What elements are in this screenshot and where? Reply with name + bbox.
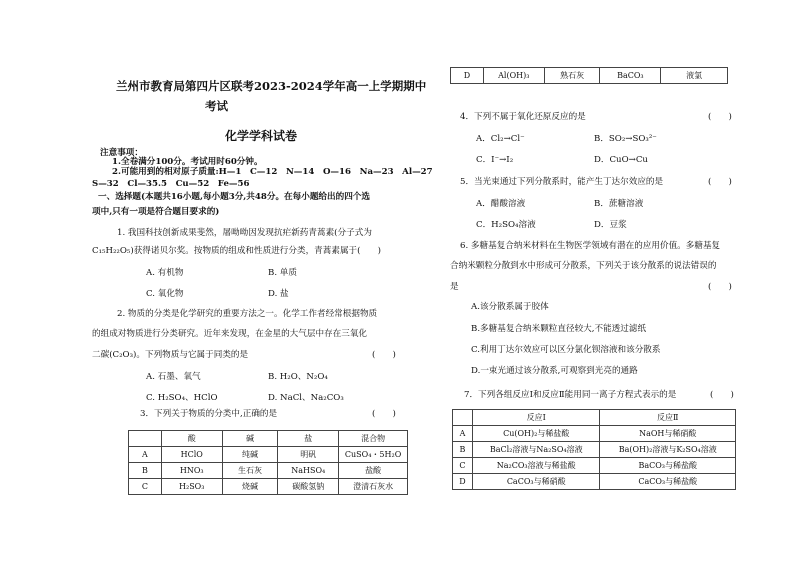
table-cell: B [129, 463, 162, 479]
table-cell: CuSO₄・5H₂O [339, 447, 408, 463]
q7-header-cell [453, 410, 473, 426]
q3-table [128, 430, 408, 495]
q2-option-c: C. H₂SO₄、HClO [146, 393, 218, 403]
q6-option-b: B.多糖基复合纳米颗粒直径较大,不能透过滤纸 [471, 324, 647, 334]
table-cell: 澄清石灰水 [339, 479, 408, 495]
q1-stem-1: 1. 我国科技创新成果斐然，屠呦呦因发现抗疟新药青蒿素(分子式为 [117, 228, 372, 238]
q4-option-d: D．CuO→Cu [594, 155, 648, 165]
table-cell: B [453, 442, 473, 458]
table-cell: Na₂CO₃溶液与稀盐酸 [472, 458, 600, 474]
q1-option-a: A. 有机物 [146, 268, 184, 278]
table-row [451, 68, 728, 84]
table-cell: 盐酸 [339, 463, 408, 479]
section-heading-line-2: 项中,只有一项是符合题目要求的) [92, 207, 220, 217]
q6-option-d: D.一束光通过该分散系,可观察到光亮的通路 [471, 366, 638, 376]
table-cell: 烧碱 [222, 479, 278, 495]
table-row [129, 479, 408, 495]
q1-option-c: C. 氧化物 [146, 289, 184, 299]
title-line-1: 兰州市教育局第四片区联考2023-2024学年高一上学期期中 [116, 79, 427, 93]
q4-option-c: C．I⁻→I₂ [476, 155, 514, 165]
table-cell: HClO [161, 447, 222, 463]
q5-option-b: B．蔗糖溶液 [594, 199, 644, 209]
q4-option-b: B．SO₂→SO₃²⁻ [594, 134, 657, 144]
table-row [453, 458, 736, 474]
table-cell: D [453, 474, 473, 490]
title-line-2: 考试 [205, 99, 228, 113]
table-cell: BaCl₂溶液与Na₂SO₄溶液 [472, 442, 600, 458]
subject-title: 化学学科试卷 [225, 129, 298, 143]
table-row [453, 426, 736, 442]
q7-table-header [453, 410, 736, 426]
q7-stem: 7．下列各组反应Ⅰ和反应Ⅱ能用同一离子方程式表示的是 [464, 390, 677, 400]
table-cell: Cu(OH)₂与稀盐酸 [472, 426, 600, 442]
q2-stem-1: 2. 物质的分类是化学研究的重要方法之一。化学工作者经常根据物质 [117, 309, 378, 319]
q5-option-d: D．豆浆 [594, 220, 627, 230]
table-cell: A [129, 447, 162, 463]
q7-bracket: ( ) [710, 390, 734, 400]
q3-header-cell: 混合物 [339, 431, 408, 447]
q6-option-a: A.该分散系属于胶体 [471, 302, 549, 312]
q3-header-cell: 盐 [278, 431, 339, 447]
table-row [453, 474, 736, 490]
table-cell: BaCO₃ [600, 68, 661, 84]
q7-header-cell: 反应Ⅰ [472, 410, 600, 426]
table-cell: C [453, 458, 473, 474]
q5-option-c: C．H₂SO₄溶液 [476, 220, 536, 230]
table-cell: 纯碱 [222, 447, 278, 463]
q6-stem-1: 6. 多糖基复合纳米材料在生物医学领域有潜在的应用价值。多糖基复 [460, 241, 721, 251]
table-row [129, 447, 408, 463]
q1-stem-2: C₁₅H₂₂O₅)获得诺贝尔奖。按物质的组成和性质进行分类，青蒿素属于( ) [92, 246, 382, 256]
q7-table [452, 409, 736, 490]
table-cell: H₂SO₃ [161, 479, 222, 495]
q3-table-header [129, 431, 408, 447]
table-row [453, 442, 736, 458]
q7-header-cell: 反应Ⅱ [600, 410, 736, 426]
table-cell: Ba(OH)₂溶液与K₂SO₄溶液 [600, 442, 736, 458]
q6-option-c: C.利用丁达尔效应可以区分氯化钡溶液和该分散系 [471, 345, 661, 355]
table-cell: NaHSO₄ [278, 463, 339, 479]
q5-option-a: A．醋酸溶液 [476, 199, 526, 209]
q2-option-d: D. NaCl、Na₂CO₃ [268, 393, 344, 403]
note-3: S—32 Cl—35.5 Cu—52 Fe—56 [92, 179, 250, 189]
table-cell: C [129, 479, 162, 495]
q3-stem: 3．下列关于物质的分类中,正确的是 [140, 409, 278, 419]
table-row [129, 463, 408, 479]
q1-option-b: B. 单质 [268, 268, 297, 278]
q3-header-cell: 碱 [222, 431, 278, 447]
table-cell: 碳酸氢钠 [278, 479, 339, 495]
note-2: 2.可能用到的相对原子质量:H—1 C—12 N—14 O—16 Na—23 Al—27 [112, 167, 433, 177]
q6-stem-2: 合纳米颗粒分散到水中形成可分散系，下列关于该分散系的说法错误的 [450, 261, 717, 271]
table-cell: 液氯 [661, 68, 728, 84]
q3-header-cell [129, 431, 162, 447]
q2-bracket: ( ) [372, 350, 396, 360]
q2-option-a: A. 石墨、氧气 [146, 372, 201, 382]
table-cell: CaCO₃与稀盐酸 [600, 474, 736, 490]
q4-stem: 4．下列不属于氧化还原反应的是 [460, 112, 586, 122]
q3-bracket: ( ) [372, 409, 396, 419]
q3-header-cell: 酸 [161, 431, 222, 447]
q4-bracket: ( ) [708, 112, 732, 122]
table-cell: BaCO₃与稀盐酸 [600, 458, 736, 474]
table-cell: Al(OH)₃ [483, 68, 544, 84]
q1-option-d: D. 盐 [268, 289, 289, 299]
q5-bracket: ( ) [708, 177, 732, 187]
section-heading-line-1: 一、选择题(本题共16小题,每小题3分,共48分。在每小题给出的四个选 [98, 192, 370, 202]
table-cell: 明矾 [278, 447, 339, 463]
q4-option-a: A．Cl₂→Cl⁻ [476, 134, 525, 144]
q2-option-b: B. H₂O、N₂O₄ [268, 372, 328, 382]
note-1: 1.全卷满分100分。考试用时60分钟。 [112, 157, 263, 167]
table-cell: CaCO₃与稀硝酸 [472, 474, 600, 490]
table-cell: A [453, 426, 473, 442]
table-cell: 生石灰 [222, 463, 278, 479]
q3-table-continued [450, 67, 728, 84]
q6-bracket: ( ) [708, 282, 732, 292]
q2-stem-3: 二碳(C₂O₃)。下列物质与它属于同类的是 [92, 350, 249, 360]
table-cell: HNO₃ [161, 463, 222, 479]
q2-stem-2: 的组成对物质进行分类研究。近年来发现，在金星的大气层中存在三氧化 [92, 329, 368, 339]
notes-heading: 注意事项： [100, 148, 143, 158]
table-cell: NaOH与稀硝酸 [600, 426, 736, 442]
table-cell: 熟石灰 [544, 68, 600, 84]
q6-stem-3: 是 [450, 282, 459, 292]
table-cell: D [451, 68, 484, 84]
q5-stem: 5．当光束通过下列分散系时，能产生丁达尔效应的是 [460, 177, 664, 187]
